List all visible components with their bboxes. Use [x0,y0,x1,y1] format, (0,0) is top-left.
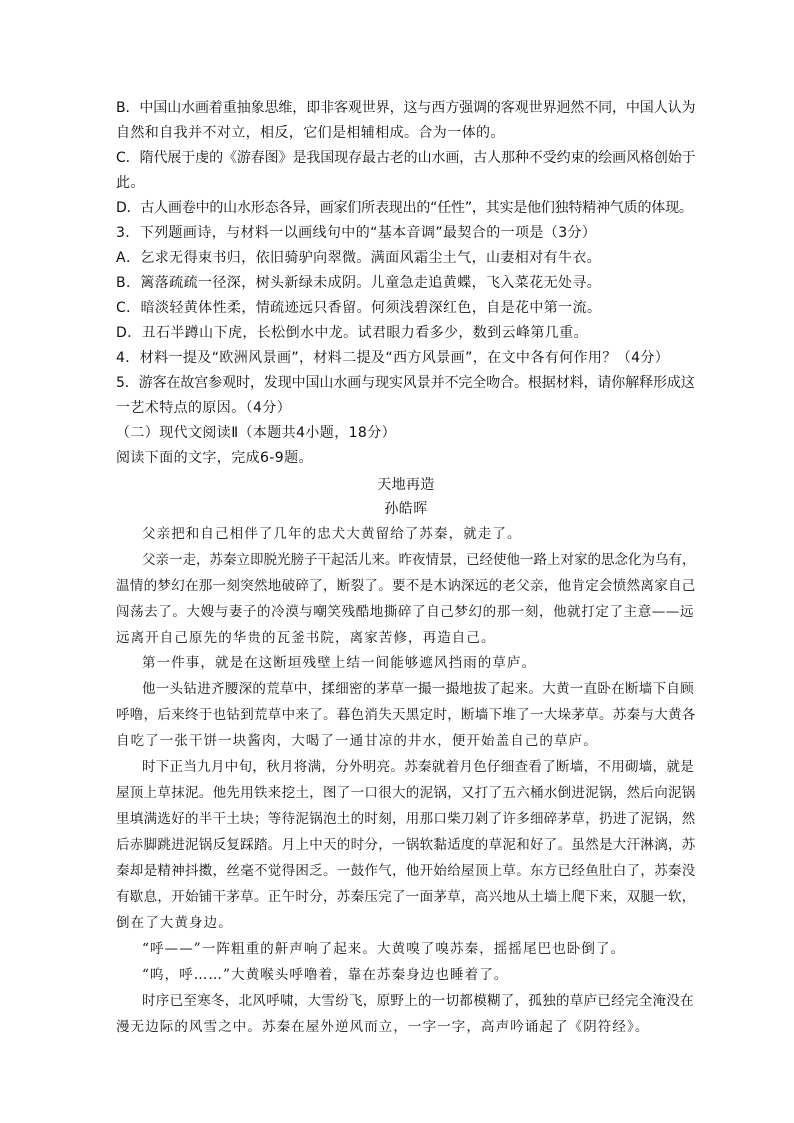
question-3-option-c: C．暗淡轻黄体性柔，情疏迹远只香留。何须浅碧深红色，自是花中第一流。 [116,300,602,316]
passage-line: “呜，呼……”大黄喉头呼噜着，靠在苏秦身边也睡着了。 [142,967,509,983]
passage-line: 后赤脚跳进泥锅反复踩踏。月上中天的时分，一锅软黏适度的草泥和好了。虽然是大汗淋漓，苏 [116,837,696,853]
question-5-line-1: 5．游客在故宫参观时，发现中国山水画与现实风景并不完全吻合。根据材料，请你解释形成这 [116,375,695,391]
passage-title: 天地再造 [377,477,435,493]
option-c-line-1: C．隋代展于虔的《游春图》是我国现存最古老的山水画，古人那种不受约束的绘画风格创始于 [116,150,696,166]
passage-line: 漫无边际的风雪之中。苏秦在屋外逆风而立，一字一字，高声吟诵起了《阴符经》。 [116,1019,650,1035]
option-b-line-2: 自然和自我并不对立，相反，它们是相辅相成。合为一体的。 [116,125,505,141]
question-5-line-2: 一艺术特点的原因。（4分） [116,400,292,416]
passage-line: “呼——”一阵粗重的鼾声响了起来。大黄嗅了嗅苏秦，摇摇尾巴也卧倒了。 [142,941,626,957]
passage-line: 第一件事，就是在这断垣残壁上结一间能够遮风挡雨的草庐。 [142,655,537,671]
option-c-line-2: 此。 [116,175,145,191]
passage-line: 屋顶上草抹泥。他先用铁来挖土，图了一口很大的泥锅，又打了五六桶水倒进泥锅，然后向泥锅 [116,785,696,801]
passage-line: 他一头钻进齐腰深的荒草中，揉细密的茅草一撮一撮地拔了起来。大黄一直卧在断墙下自顾 [142,681,694,697]
option-d-line: D．古人画卷中的山水形态各异，画家们所表现出的“任性”，其实是他们独特精神气质的体现。 [116,200,693,216]
passage-line: 远离开自己原先的华贵的瓦釜书院，离家苦修，再造自己。 [116,630,496,646]
reading-instruction: 阅读下面的文字，完成6-9题。 [116,450,313,466]
section-heading: （二）现代文阅读Ⅱ（本题共4小题，18分） [116,425,397,441]
passage-line: 秦却是精神抖擞，丝毫不觉得困乏。一鼓作气，他开始给屋顶上草。东方已经鱼肚白了，苏秦没 [116,863,696,879]
passage-line: 有歇息，开始铺干茅草。正午时分，苏秦压完了一面茅草，高兴地从土墙上爬下来，双腿一软， [116,889,696,905]
passage-line: 父亲把和自己相伴了几年的忠犬大黄留给了苏秦，就走了。 [142,526,522,542]
passage-line: 自吃了一张干饼一块酱肉，大喝了一通甘凉的井水，便开始盖自己的草庐。 [116,733,598,749]
passage-line: 父亲一走，苏秦立即脱光膀子干起活儿来。昨夜情景，已经使他一路上对家的思念化为乌有， [142,552,696,568]
passage-line: 倒在了大黄身边。 [116,915,233,931]
passage-line: 时序已至寒冬，北风呼啸，大雪纷飞，原野上的一切都模糊了，孤独的草庐已经完全淹没在 [142,993,694,1009]
question-4: 4．材料一提及“欧洲风景画”，材料二提及“西方风景画”，在文中各有何作用？（4分） [116,350,670,366]
passage-line: 呼噜，后来终于也钻到荒草中来了。暮色消失天黑定时，断墙下堆了一大垛茅草。苏秦与大黄各 [116,707,696,723]
passage-line: 闯荡去了。大嫂与妻子的冷漠与嘲笑残酷地撕碎了自己梦幻的那一刻，他就打定了主意——远 [116,604,695,620]
option-b-line-1: B．中国山水画着重抽象思维，即非客观世界，这与西方强调的客观世界迥然不同，中国人认为 [116,100,696,116]
question-3-stem: 3．下列题画诗，与材料一以画线句中的“基本音调”最契合的一项是（3分） [116,225,597,241]
passage-author: 孙皓晖 [384,501,428,517]
question-3-option-b: B．篱落疏疏一径深，树头新绿未成阴。儿童急走追黄蝶，飞入菜花无处寻。 [116,275,602,291]
question-3-option-a: A．乞求无得束书归，依旧骑驴向翠微。满面风霜尘土气，山妻相对有牛衣。 [116,250,602,266]
question-3-option-d: D．丑石半蹲山下虎，长松倒水中龙。试君眼力看多少，数到云峰第几重。 [116,325,588,341]
passage-line: 里填满选好的半干土块；等待泥锅泡土的时刻，用那口柴刀剁了许多细碎茅草，扔进了泥锅，然 [116,811,696,827]
passage-line: 温情的梦幻在那一刻突然地破碎了，断裂了。要不是木讷深远的老父亲，他肯定会愤然离家自己 [116,578,696,594]
passage-line: 时下正当九月中旬，秋月将满，分外明亮。苏秦就着月色仔细查看了断墙，不用砌墙，就是 [142,759,694,775]
